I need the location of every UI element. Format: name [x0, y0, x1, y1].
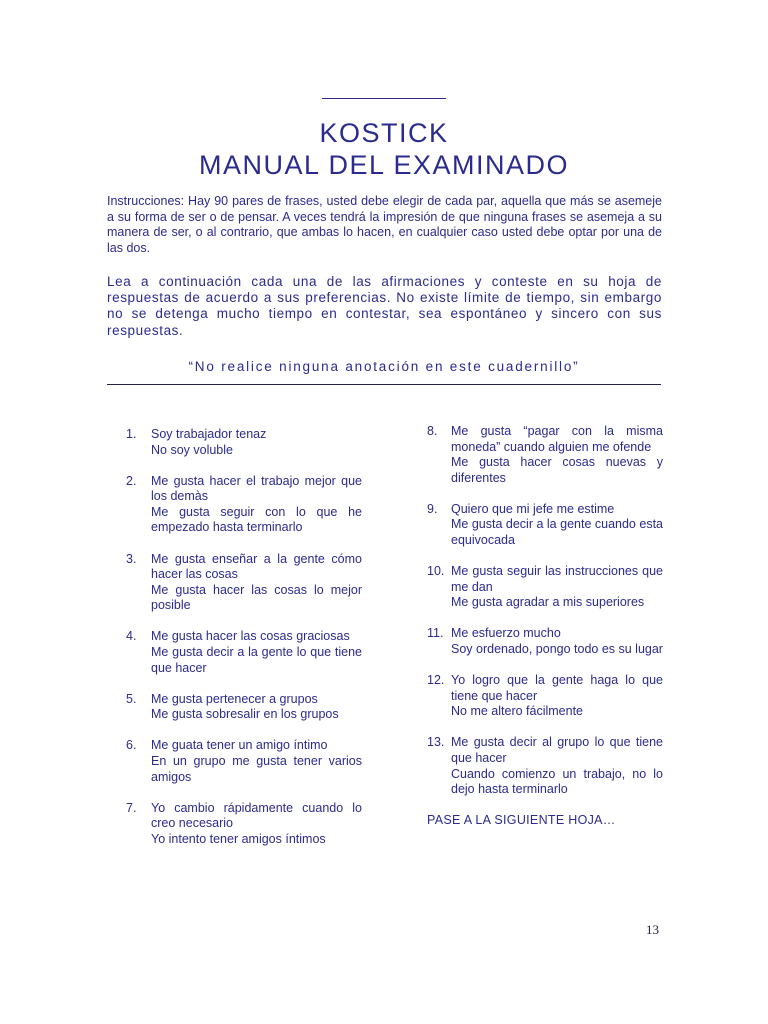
list-item — [126, 738, 362, 785]
item-number: 3. — [126, 551, 137, 566]
list-item — [126, 474, 362, 536]
continue-message: PASE A LA SIGUIENTE HOJA… — [427, 813, 616, 828]
reading-paragraph: Lea a continuación cada una de las afirmaciones y conteste en su hoja de respuestas de acuerdo a sus preferencias. No existe límite de tiempo, sin embargo no se detenga mucho tiempo en contestar, sea espontáneo y sincero con sus respuestas. — [107, 274, 662, 338]
item-number: 2. — [126, 473, 137, 488]
item-body — [151, 427, 362, 458]
list-item — [126, 552, 362, 614]
option-a: Me gusta hacer las cosas graciosas — [151, 629, 350, 644]
option-a: Soy trabajador tenaz — [151, 427, 267, 441]
item-body — [151, 692, 362, 723]
option-b: En un grupo me gusta tener varios amigos — [151, 754, 362, 784]
item-number: 12. — [427, 673, 445, 688]
item-body — [451, 673, 663, 720]
option-b: Me gusta decir a la gente lo que tiene que hacer — [151, 645, 362, 675]
list-item — [126, 801, 362, 848]
option-a: Me gusta hacer el trabajo mejor que los demàs — [151, 473, 362, 504]
item-body — [451, 502, 663, 549]
top-rule — [322, 98, 446, 99]
item-number: 13. — [427, 735, 445, 750]
item-number: 9. — [427, 501, 438, 516]
left-items-column — [126, 427, 362, 863]
instructions-paragraph: Instrucciones: Hay 90 pares de frases, usted debe elegir de cada par, aquella que más se asemeje a su forma de ser o de pensar. A veces tendrá la impresión de que ninguna frases se asemeja a su manera de ser, o al contrario, que ambas lo hacen, en cualquier caso usted debe optar por una de las dos. — [107, 194, 662, 255]
option-a: Me gusta enseñar a la gente cómo hacer las cosas — [151, 551, 362, 582]
list-item — [427, 735, 663, 797]
list-item — [427, 424, 663, 486]
section-divider — [107, 384, 661, 385]
item-number: 6. — [126, 738, 137, 753]
list-item — [126, 629, 362, 676]
item-body — [151, 801, 362, 848]
option-a: Me gusta decir al grupo lo que tiene que hacer — [451, 735, 663, 765]
item-body — [451, 626, 663, 657]
item-body — [151, 474, 362, 536]
option-b: No me altero fácilmente — [451, 704, 584, 719]
item-body — [451, 735, 663, 797]
list-item — [126, 427, 362, 458]
list-item — [427, 564, 663, 611]
list-item — [427, 502, 663, 549]
option-a: Me gusta seguir las instrucciones que me dan — [451, 564, 663, 594]
list-item — [427, 626, 663, 657]
item-body — [451, 424, 663, 486]
option-a: Me gusta pertenecer a grupos — [151, 691, 318, 706]
option-a: Me gusta “pagar con la misma moneda” cuando alguien me ofende — [451, 424, 663, 454]
title-manual: MANUAL DEL EXAMINADO — [198, 150, 570, 180]
list-item — [427, 673, 663, 720]
item-number: 5. — [126, 691, 137, 706]
no-annotation-note: “No realice ninguna anotación en este cuadernillo” — [188, 359, 580, 374]
item-number: 11. — [427, 626, 444, 641]
right-items-column — [427, 424, 663, 829]
option-b: Me gusta decir a la gente cuando esta equivocada — [451, 517, 663, 548]
option-a: Quiero que mi jefe me estime — [451, 501, 615, 516]
option-b: Me gusta hacer cosas nuevas y diferentes — [451, 455, 663, 485]
option-a: Yo cambio rápidamente cuando lo creo necesario — [151, 800, 362, 831]
item-body — [151, 738, 362, 785]
item-body — [151, 552, 362, 614]
list-item — [126, 692, 362, 723]
page-number: 13 — [646, 922, 659, 937]
option-b: Me gusta sobresalir en los grupos — [151, 707, 339, 722]
item-number: 10. — [427, 564, 445, 579]
option-b: Me gusta agradar a mis superiores — [451, 595, 645, 610]
title-kostick: KOSTICK — [319, 118, 449, 148]
item-number: 1. — [126, 427, 137, 441]
option-b: No soy voluble — [151, 442, 233, 457]
item-body — [451, 564, 663, 611]
option-a: Me esfuerzo mucho — [451, 626, 561, 641]
item-number: 7. — [126, 800, 137, 815]
item-body — [151, 629, 362, 676]
option-a: Me guata tener un amigo íntimo — [151, 738, 328, 753]
option-b: Me gusta hacer las cosas lo mejor posible — [151, 582, 362, 613]
option-b: Cuando comienzo un trabajo, no lo dejo hasta terminarlo — [451, 766, 663, 797]
item-number: 8. — [427, 424, 438, 438]
item-number: 4. — [126, 629, 137, 644]
option-a: Yo logro que la gente haga lo que tiene que hacer — [451, 673, 663, 703]
option-b: Soy ordenado, pongo todo es su lugar — [451, 642, 663, 657]
option-b: Yo intento tener amigos íntimos — [151, 831, 326, 846]
option-b: Me gusta seguir con lo que he empezado hasta terminarlo — [151, 504, 362, 535]
